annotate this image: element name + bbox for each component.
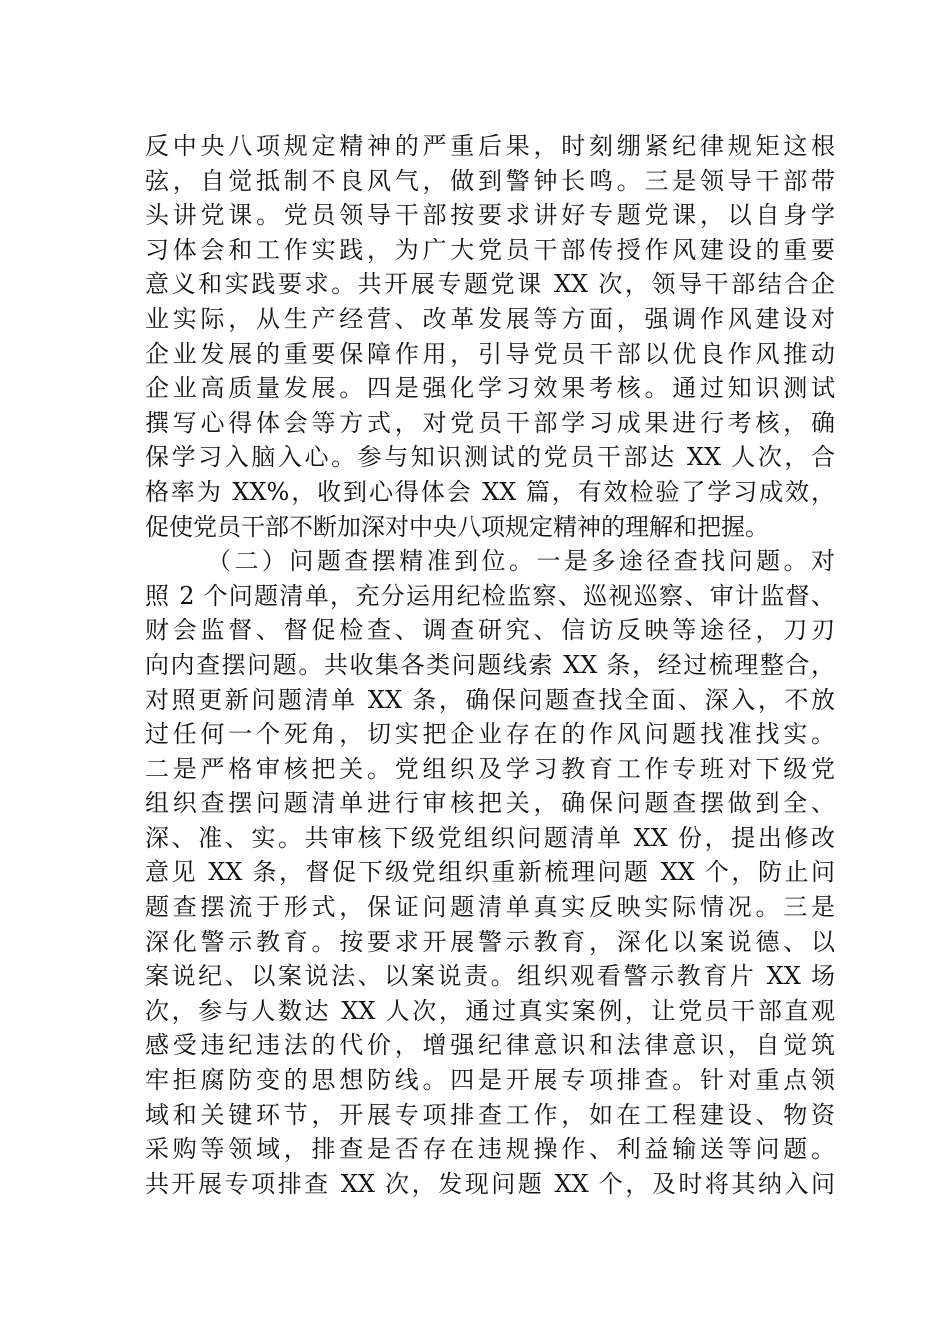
text-line: 深化警示教育。按要求开展警示教育，深化以案说德、以	[145, 927, 835, 956]
text-line: 向内查摆问题。共收集各类问题线索 XX 条，经过梳理整合，	[145, 650, 835, 679]
text-line: 财会监督、督促检查、调查研究、信访反映等途径，刀刃	[145, 616, 835, 645]
text-line: 头讲党课。党员领导干部按要求讲好专题党课，以自身学	[145, 201, 835, 230]
text-line: 域和关键环节，开展专项排查工作，如在工程建设、物资	[145, 1100, 835, 1129]
text-line: 撰写心得体会等方式，对党员干部学习成果进行考核，确	[145, 408, 835, 437]
text-line: 反中央八项规定精神的严重后果，时刻绷紧纪律规矩这根	[145, 132, 835, 160]
text-line: 题查摆流于形式，保证问题清单真实反映实际情况。三是	[145, 893, 835, 922]
text-line: 照 2 个问题清单，充分运用纪检监察、巡视巡察、审计监督、	[145, 581, 835, 610]
text-line: 企业高质量发展。四是强化学习效果考核。通过知识测试	[145, 374, 835, 403]
text-line: 意见 XX 条，督促下级党组织重新梳理问题 XX 个，防止问	[145, 858, 835, 887]
text-line: 共开展专项排查 XX 次，发现问题 XX 个，及时将其纳入问	[145, 1169, 835, 1198]
text-line: 深、准、实。共审核下级党组织问题清单 XX 份，提出修改	[145, 823, 835, 852]
text-line: 次，参与人数达 XX 人次，通过真实案例，让党员干部直观	[145, 996, 835, 1025]
text-line: 过任何一个死角，切实把企业存在的作风问题找准找实。	[145, 720, 835, 749]
text-line: 感受违纪违法的代价，增强纪律意识和法律意识，自觉筑	[145, 1031, 835, 1060]
text-line: 企业发展的重要保障作用，引导党员干部以优良作风推动	[145, 339, 835, 368]
text-line: 促使党员干部不断加深对中央八项规定精神的理解和把握。	[145, 512, 769, 541]
text-line: 习体会和工作实践，为广大党员干部传授作风建设的重要	[145, 235, 835, 264]
text-line: 牢拒腐防变的思想防线。四是开展专项排查。针对重点领	[145, 1066, 835, 1095]
text-line: 保学习入脑入心。参与知识测试的党员干部达 XX 人次，合	[145, 443, 835, 472]
text-line: 采购等领域，排查是否存在违规操作、利益输送等问题。	[145, 1135, 835, 1164]
text-line: 对照更新问题清单 XX 条，确保问题查找全面、深入，不放	[145, 685, 835, 714]
section-heading-line: （二）问题查摆精准到位。一是多途径查找问题。对	[207, 547, 835, 576]
text-line: 二是严格审核把关。党组织及学习教育工作专班对下级党	[145, 754, 835, 783]
body-text	[145, 129, 835, 1201]
text-line: 案说纪、以案说法、以案说责。组织观看警示教育片 XX 场	[145, 962, 835, 991]
text-line: 组织查摆问题清单进行审核把关，确保问题查摆做到全、	[145, 789, 835, 818]
text-line: 格率为 XX%，收到心得体会 XX 篇，有效检验了学习成效，	[145, 477, 835, 506]
text-line: 业实际，从生产经营、改革发展等方面，强调作风建设对	[145, 304, 835, 333]
text-line: 弦，自觉抵制不良风气，做到警钟长鸣。三是领导干部带	[145, 166, 835, 195]
text-line: 意义和实践要求。共开展专题党课 XX 次，领导干部结合企	[145, 270, 835, 299]
